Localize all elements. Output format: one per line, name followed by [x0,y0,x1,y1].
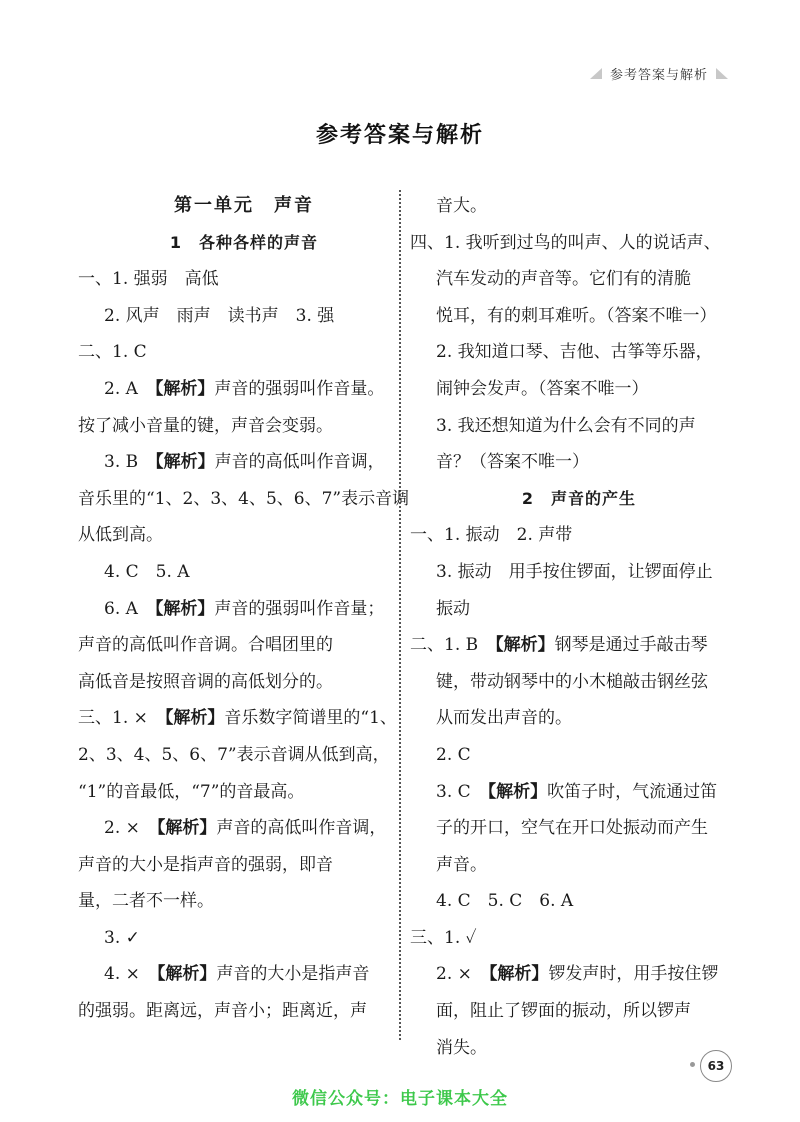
analysis-marker: 【解析】 [154,598,215,619]
answer-line: 面，阻止了锣面的振动，所以锣声 [436,1001,691,1022]
header-text: 参考答案与解析 [609,67,708,83]
answer-line: 3. B 【解析】声音的高低叫作音调， [104,452,385,473]
answer-line: 从低到高。 [78,525,163,546]
left-column [78,188,410,1030]
answer-line: 二、1. C [78,342,147,363]
header-left-triangle-icon [590,68,602,79]
watermark: 微信公众号：电子课本大全 [292,1089,508,1109]
answer-line: 2、3、4、5、6、7”表示音调从低到高， [78,744,390,765]
header-right-triangle-icon [716,68,728,79]
answer-line: 从而发出声音的。 [436,708,572,729]
answer-line: 音？（答案不唯一） [436,452,589,473]
answer-line: 消失。 [436,1037,487,1058]
answer-line: 音大。 [436,196,487,216]
analysis-marker: 【解析】 [154,378,215,399]
answer-line: 声音。 [436,854,487,875]
answer-line: 声音的高低叫作音调。合唱团里的 [78,635,333,656]
answer-line: 4. C 5. A [104,561,190,582]
answer-line: 三、1. × 【解析】音乐数字简谱里的“1、 [78,708,397,729]
page-number: 63 [700,1050,732,1082]
analysis-marker: 【解析】 [488,964,549,985]
answer-line: 2. 风声 雨声 读书声 3. 强 [104,305,335,326]
answer-line: 4. C 5. C 6. A [436,891,574,912]
answer-line: 三、1. ✓ [410,927,477,948]
analysis-marker: 【解析】 [164,708,225,729]
page-title: 参考答案与解析 [315,123,484,148]
answer-line: 2. C [436,744,471,765]
analysis-marker: 【解析】 [495,635,555,656]
answer-line: 高低音是按照音调的高低划分的。 [78,671,333,692]
analysis-marker: 【解析】 [156,818,217,839]
answer-line: 二、1. B 【解析】钢琴是通过手敲击琴 [410,635,708,656]
answer-line: 2. A 【解析】声音的强弱叫作音量。 [104,378,385,399]
answer-line: 振动 [436,598,470,619]
answer-line: 的强弱。距离远，声音小；距离近，声 [78,1001,367,1022]
answer-line: 键，带动钢琴中的小木槌敲击钢丝弦 [436,671,708,692]
answer-line: 声音的大小是指声音的强弱，即音 [78,854,333,875]
answer-line: 6. A 【解析】声音的强弱叫作音量； [104,598,385,619]
answer-line: 2. × 【解析】声音的高低叫作音调， [104,818,387,839]
answer-line: 四、1. 我听到过鸟的叫声、人的说话声、 [410,232,721,253]
answer-line: 汽车发动的声音等。它们有的清脆 [436,269,691,290]
analysis-marker: 【解析】 [487,781,548,802]
answer-line: 2. × 【解析】锣发声时，用手按住锣 [436,964,719,985]
answer-line: 2. 我知道口琴、吉他、古筝等乐器， [436,342,713,363]
answer-line: 3. 振动 用手按住锣面，让锣面停止 [436,561,713,582]
lesson-title-2: 2 声音的产生 [521,488,637,508]
answer-line: 音乐里的“1、2、3、4、5、6、7”表示音调 [78,488,410,509]
answer-line: 一、1. 振动 2. 声带 [410,525,573,546]
answer-line: 悦耳，有的刺耳难听。（答案不唯一） [436,305,717,326]
answer-line: 量，二者不一样。 [78,891,214,912]
answer-line: 3. C 【解析】吹笛子时，气流通过笛 [436,781,718,802]
answer-line: 子的开口，空气在开口处振动而产生 [436,818,708,839]
lesson-title-1: 1 各种各样的声音 [169,232,319,252]
answer-line: 3. 我还想知道为什么会有不同的声 [436,415,696,436]
analysis-marker: 【解析】 [156,964,217,985]
column-divider [399,190,401,1040]
analysis-marker: 【解析】 [155,452,215,473]
page-header [590,62,728,84]
answer-line: 按了减小音量的键，声音会变弱。 [78,415,333,436]
answer-line: 闹钟会发声。（答案不唯一） [436,378,649,399]
right-column [410,188,728,1066]
unit-title: 第一单元 声音 [174,195,314,216]
answer-line: “1”的音最低，“7”的音最高。 [78,781,305,802]
answer-line: 4. × 【解析】声音的大小是指声音 [104,964,370,985]
answer-line: 3. ✓ [104,927,140,948]
page-number-dot-icon [690,1062,695,1067]
answer-line: 一、1. 强弱 高低 [78,269,219,290]
